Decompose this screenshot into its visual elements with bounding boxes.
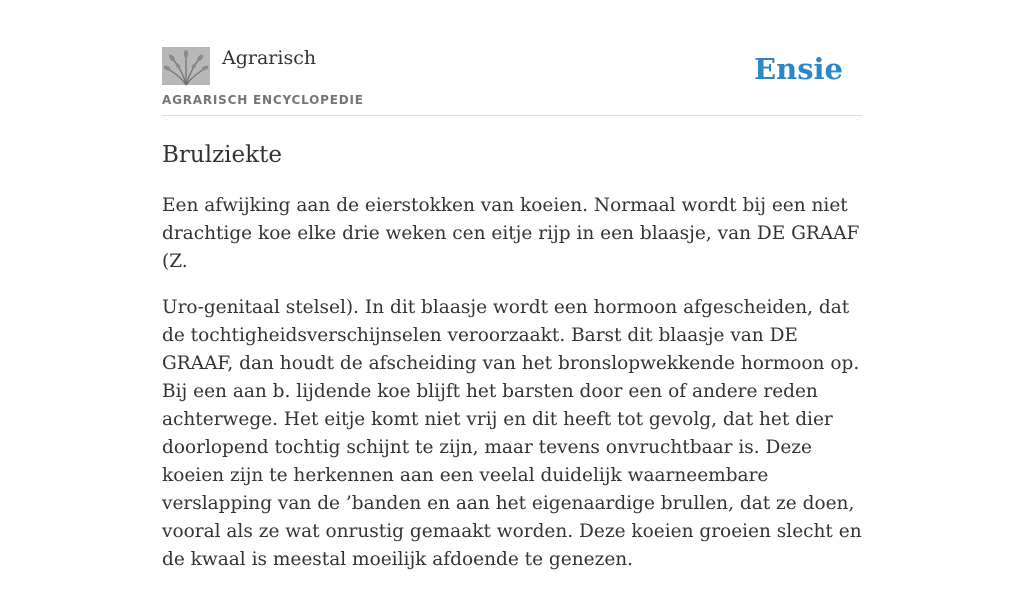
book-title[interactable]: Agrarisch [222,47,317,69]
article-paragraph-2: Uro-genitaal stelsel). In dit blaasje wordt een hormoon afgescheiden, dat de tochtigheidsverschijnselen veroorzaakt. Barst dit blaasje van DE GRAAF, dan houdt de afscheiding van het bronslopwekkende hormoon op. Bij een aan b. lijdende koe blijft het barsten door een of andere reden achterwege. Het eitje komt niet vrij en dit heeft tot gevolg, dat het dier doorlopend tochtig schijnt te zijn, maar tevens onvruchtbaar is. Deze koeien zijn te herkennen aan een veelal duidelijk waarneembare verslapping van de ’banden en aan het eigenaardige brullen, dat ze doen, vooral als ze wat onrustig gemaakt worden. Deze koeien groeien slecht en de kwaal is meestal moeilijk afdoende te genezen. [162,297,862,570]
article [162,138,862,592]
article-title: Brulziekte [162,142,282,168]
wheat-icon [162,47,210,85]
book-logo-image[interactable] [162,47,210,85]
article-paragraph-1: Een afwijking aan de eierstokken van koeien. Normaal wordt bij een niet drachtige koe elke drie weken cen eitje rijp in een blaasje, van DE GRAAF (Z. [162,195,860,272]
ensie-brand-link[interactable]: Ensie [754,52,843,86]
book-subtitle: AGRARISCH ENCYCLOPEDIE [162,93,364,107]
header [162,46,862,116]
